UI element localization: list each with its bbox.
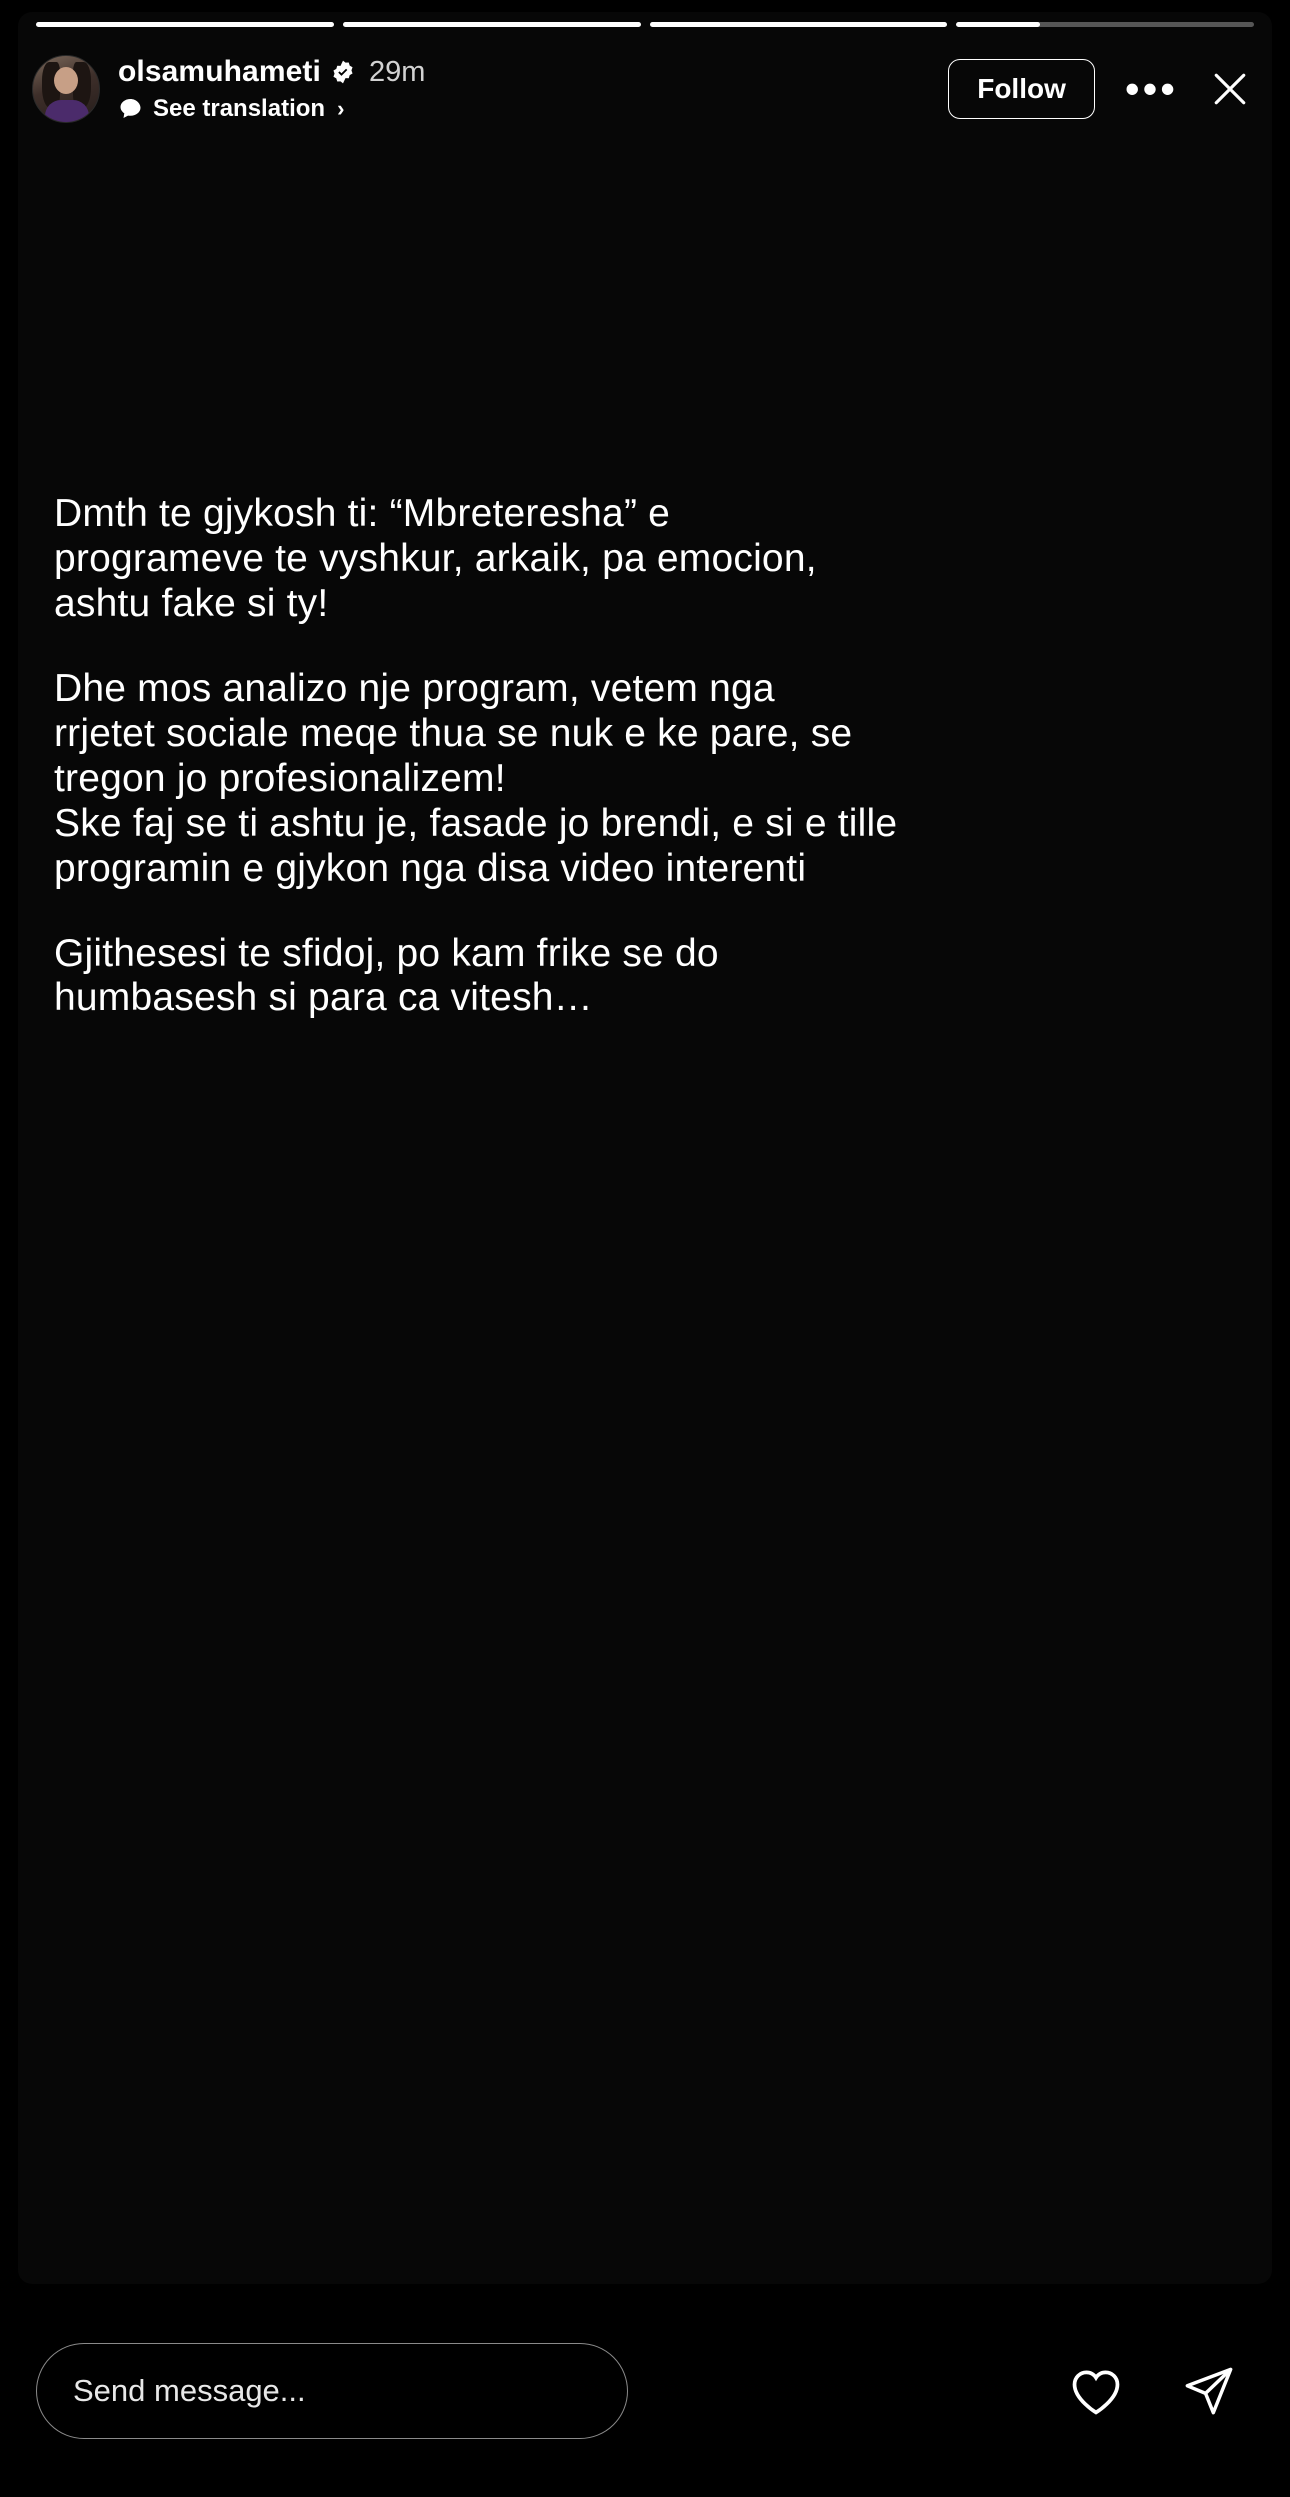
follow-button[interactable]: Follow: [948, 59, 1095, 119]
story-reply-actions: [1068, 2365, 1254, 2417]
story-header-text: [118, 55, 425, 123]
progress-segment[interactable]: [650, 22, 948, 27]
story-surface[interactable]: [18, 12, 1272, 2284]
story-text-line: programin e gjykon nga disa video interenti: [54, 846, 807, 890]
see-translation-label: See translation: [153, 95, 326, 122]
story-paragraph: [54, 667, 1242, 892]
close-icon[interactable]: [1208, 67, 1252, 111]
timestamp-label: 29m: [368, 55, 426, 88]
avatar-face: [54, 67, 78, 94]
progress-segment[interactable]: [343, 22, 641, 27]
story-text-line: humbasesh si para ca vitesh…: [54, 976, 593, 1020]
message-input-placeholder: Send message...: [73, 2372, 306, 2408]
see-translation-button[interactable]: [118, 95, 425, 123]
progress-segment[interactable]: [36, 22, 334, 27]
story-header-actions: [948, 59, 1258, 119]
story-text-line: Dhe mos analizo nje program, vetem nga: [54, 666, 775, 710]
story-text-line: Dmth te gjykosh ti: “Mbreteresha” e: [54, 492, 671, 535]
avatar-body: [45, 100, 89, 122]
heart-icon[interactable]: [1068, 2365, 1124, 2417]
story-reply-bar: [0, 2284, 1290, 2497]
send-paper-plane-icon[interactable]: [1182, 2365, 1236, 2417]
story-header: [32, 46, 1258, 132]
chevron-right-icon: ›: [337, 96, 345, 121]
story-text-line: Ske faj se ti ashtu je, fasade jo brendi, e si e tille: [54, 801, 898, 845]
avatar[interactable]: [32, 55, 100, 123]
story-progress-bar: [36, 22, 1254, 27]
story-text-line: ashtu fake si ty!: [54, 581, 329, 625]
story-text-line: tregon jo profesionalizem!: [54, 756, 506, 800]
story-paragraph: [54, 932, 1242, 1022]
username-row[interactable]: [118, 55, 425, 89]
story-paragraph: [54, 492, 1242, 627]
progress-segment-active[interactable]: [956, 22, 1254, 27]
more-options-button[interactable]: •••: [1124, 65, 1178, 113]
username-label[interactable]: olsamuhameti: [118, 55, 321, 88]
story-text-line: programeve te vyshkur, arkaik, pa emocion,: [54, 536, 817, 580]
story-text-block: [54, 492, 1242, 1021]
story-text-line: rrjetet sociale meqe thua se nuk e ke pare, se: [54, 711, 853, 755]
message-input[interactable]: [36, 2343, 628, 2439]
speech-bubble-icon: [118, 97, 143, 121]
verified-badge-icon: [330, 59, 356, 85]
story-text-line: Gjithesesi te sfidoj, po kam frike se do: [54, 931, 719, 975]
